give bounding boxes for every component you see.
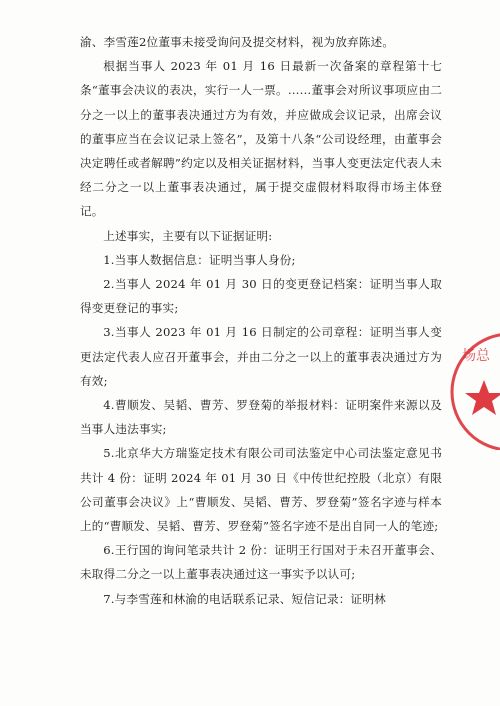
- evidence-item-3: 3.当事人 2023 年 01 月 16 日制定的公司章程：证明当事人变更法定代表人应召开董事会，并由二分之一以上的董事表决通过方为有效;: [80, 325, 442, 388]
- evidence-item-7: 7.与李雪莲和林渝的电话联系记录、短信记录：证明林: [103, 591, 386, 606]
- document-body: [80, 30, 442, 611]
- evidence-item-5: 5.北京华大方瑞鉴定技术有限公司司法鉴定中心司法鉴定意见书共计 4 份：证明 2024 年 01 月 30 日《中传世纪控股（北京）有限公司董事会决议》上“曹顺发、吴韬、曹芳、罗登菊”签名字迹与样本上的“曹顺发、吴韬、曹芳、罗登菊”签名字迹不是出自同一人的笔迹;: [80, 446, 442, 534]
- evidence-item-1: 1.当事人数据信息：证明当事人身份;: [103, 252, 296, 267]
- evidence-intro: 上述事实，主要有以下证据证明:: [103, 228, 273, 243]
- evidence-item-2: 2.当事人 2024 年 01 月 30 日的变更登记档案：证明当事人取得变更登记的事实;: [80, 277, 442, 316]
- evidence-item-6: 6.王行国的询问笔录共计 2 份：证明王行国对于未召开董事会、未取得二分之一以上董事表决通过这一事实予以认可;: [80, 543, 442, 582]
- evidence-item-4: 4.曹顺发、吴韬、曹芳、罗登菊的举报材料：证明案件来源以及当事人违法事实;: [80, 398, 442, 437]
- seal-star-icon: [465, 380, 500, 415]
- paragraph-articles: 根据当事人 2023 年 01 月 16 日最新一次备案的章程第十七条“董事会决议的表决，实行一人一票。……董事会对所议事项应由二分之一以上的董事表决通过方为有效，并应做成会议记录，出席会议的董事应当在会议记录上签名”，及第十八条“公司设经理，由董事会决定聘任或者解聘”约定以及相关证据材料，当事人变更法定代表人未经二分之一以上董事表决通过，属于提交虚假材料取得市场主体登记。: [80, 59, 442, 219]
- official-seal-stamp: [448, 330, 500, 450]
- continued-line: 渝、李雪莲2位董事未接受询问及提交材料，视为放弃陈述。: [80, 35, 395, 49]
- seal-text: 场总: [462, 348, 490, 364]
